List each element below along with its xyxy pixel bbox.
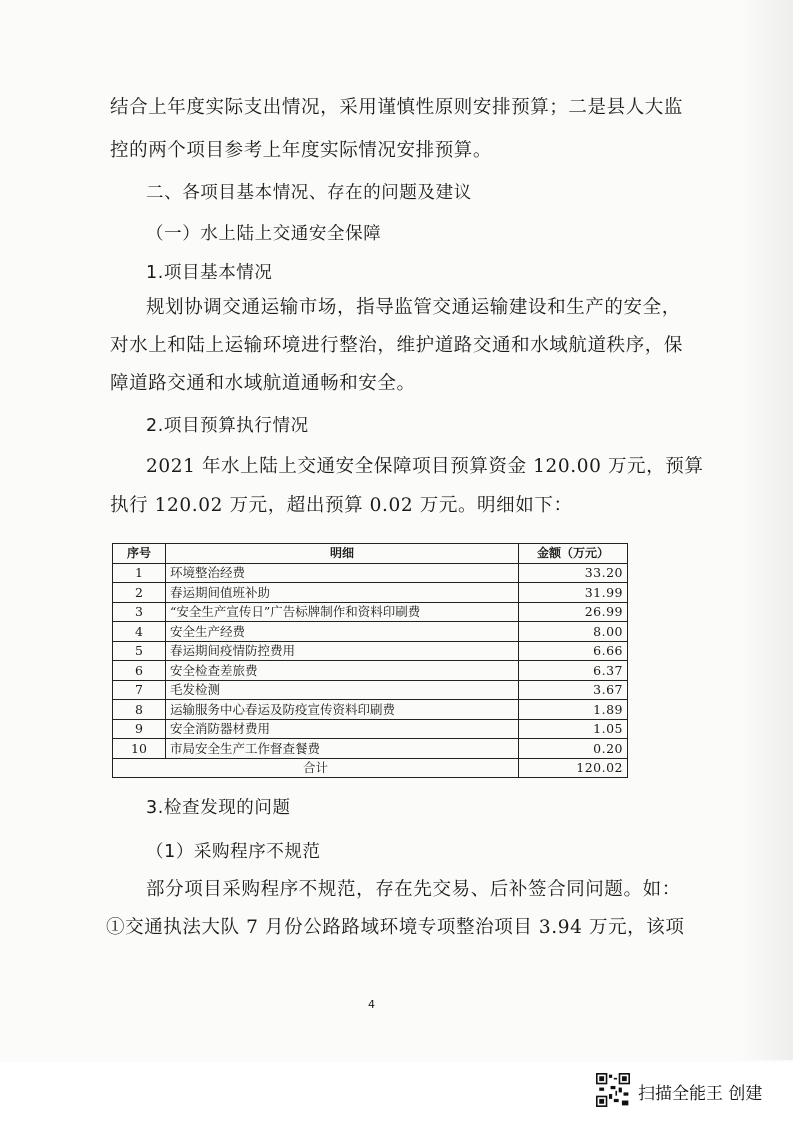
row-amount: 6.66 — [519, 641, 628, 661]
item3-heading: 3.检查发现的问题 — [146, 798, 291, 818]
row-no: 8 — [113, 700, 166, 720]
row-detail: 安全检查差旅费 — [166, 661, 519, 681]
page-number: 4 — [368, 998, 375, 1011]
table-row — [113, 622, 628, 642]
row-no: 5 — [113, 641, 166, 661]
row-amount: 8.00 — [519, 622, 628, 642]
table-row — [113, 563, 628, 583]
header-detail: 明细 — [166, 544, 519, 564]
row-detail: 春运期间疫情防控费用 — [166, 641, 519, 661]
basic-info-line-3: 障道路交通和水域航道通畅和安全。 — [110, 373, 416, 394]
section-heading: 二、各项目基本情况、存在的问题及建议 — [146, 183, 472, 203]
table-total-row — [113, 758, 628, 778]
problem1-heading: （1）采购程序不规范 — [146, 842, 321, 862]
table-row — [113, 602, 628, 622]
row-detail: 市局安全生产工作督查餐费 — [166, 739, 519, 759]
table-row — [113, 661, 628, 681]
table-row — [113, 700, 628, 720]
total-amount: 120.02 — [519, 758, 628, 778]
basic-info-line-1: 规划协调交通运输市场，指导监管交通运输建设和生产的安全， — [146, 297, 681, 318]
row-detail: 安全消防器材费用 — [166, 719, 519, 739]
subsection-heading: （一）水上陆上交通安全保障 — [146, 224, 382, 244]
table-row — [113, 739, 628, 759]
row-detail: 运输服务中心春运及防疫宣传资料印刷费 — [166, 700, 519, 720]
row-no: 10 — [113, 739, 166, 759]
header-no: 序号 — [113, 544, 166, 564]
table-row — [113, 583, 628, 603]
row-amount: 33.20 — [519, 563, 628, 583]
row-no: 3 — [113, 602, 166, 622]
intro-line-1: 结合上年度实际支出情况，采用谨慎性原则安排预算；二是县人大监 — [110, 97, 684, 118]
scan-edge-shadow — [741, 0, 793, 1060]
scanner-app-label: 扫描全能王 创建 — [638, 1084, 763, 1104]
row-amount: 0.20 — [519, 739, 628, 759]
table-row — [113, 680, 628, 700]
row-amount: 26.99 — [519, 602, 628, 622]
total-label: 合计 — [113, 758, 519, 778]
table-row — [113, 719, 628, 739]
budget-line-2: 执行 120.02 万元，超出预算 0.02 万元。明细如下： — [110, 495, 573, 516]
row-amount: 1.89 — [519, 700, 628, 720]
row-detail: 毛发检测 — [166, 680, 519, 700]
row-detail: 环境整治经费 — [166, 563, 519, 583]
table-row — [113, 641, 628, 661]
row-detail: “安全生产宣传日”广告标牌制作和资料印刷费 — [166, 602, 519, 622]
table-header-row — [113, 544, 628, 564]
problem-line-1: 部分项目采购程序不规范，存在先交易、后补签合同问题。如： — [146, 879, 681, 900]
row-no: 9 — [113, 719, 166, 739]
budget-line-1: 2021 年水上陆上交通安全保障项目预算资金 120.00 万元，预算 — [146, 456, 704, 477]
row-amount: 31.99 — [519, 583, 628, 603]
row-amount: 3.67 — [519, 680, 628, 700]
budget-detail-table — [112, 543, 628, 778]
problem-line-2: ①交通执法大队 7 月份公路路域环境专项整治项目 3.94 万元，该项 — [106, 917, 685, 938]
row-no: 2 — [113, 583, 166, 603]
basic-info-line-2: 对水上和陆上运输环境进行整治，维护道路交通和水域航道秩序，保 — [110, 335, 684, 356]
row-no: 1 — [113, 563, 166, 583]
row-no: 7 — [113, 680, 166, 700]
item2-heading: 2.项目预算执行情况 — [146, 416, 309, 436]
row-amount: 1.05 — [519, 719, 628, 739]
row-no: 6 — [113, 661, 166, 681]
intro-line-2: 控的两个项目参考上年度实际情况安排预算。 — [110, 140, 493, 161]
qr-code-icon — [596, 1073, 630, 1107]
row-amount: 6.37 — [519, 661, 628, 681]
row-detail: 春运期间值班补助 — [166, 583, 519, 603]
row-no: 4 — [113, 622, 166, 642]
item1-heading: 1.项目基本情况 — [146, 263, 273, 283]
header-amount: 金额（万元） — [519, 544, 628, 564]
row-detail: 安全生产经费 — [166, 622, 519, 642]
